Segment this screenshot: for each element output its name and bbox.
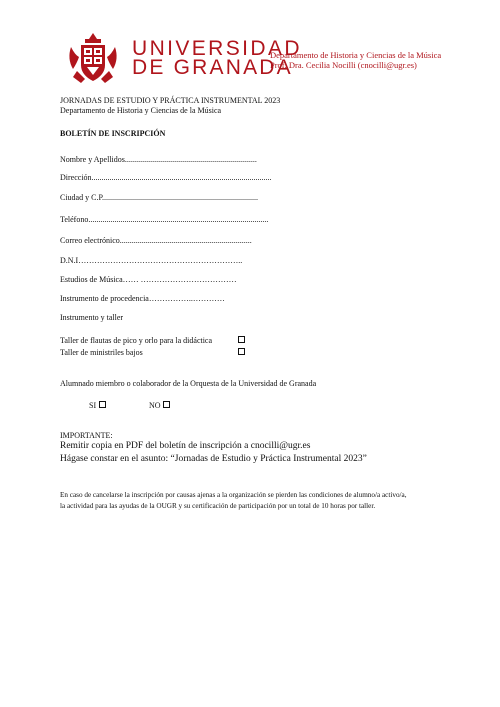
event-department: Departamento de Historia y Ciencias de la Música xyxy=(60,106,222,115)
event-title: JORNADAS DE ESTUDIO Y PRÁCTICA INSTRUMENTAL 2023 xyxy=(60,96,281,105)
orchestra-question: Alumnado miembro o colaborador de la Orquesta de la Universidad de Granada xyxy=(60,379,317,388)
department-name: Departamento de Historia y Ciencias de la Música xyxy=(270,50,442,60)
no-checkbox[interactable] xyxy=(163,401,170,408)
cancellation-note-line1: En caso de cancelarse la inscripción por causas ajenas a la organización se pierden las condiciones de alumno/a activo/a, xyxy=(60,491,407,499)
studies-field[interactable]: Estudios de Música…… ……………………………… xyxy=(60,275,237,284)
important-instruction: Remitir copia en PDF del boletín de inscripción a cnocilli@ugr.es xyxy=(60,441,311,451)
university-name-line1: UNIVERSIDAD xyxy=(132,37,302,60)
form-heading: BOLETÍN DE INSCRIPCIÓN xyxy=(60,129,166,138)
no-label: NO xyxy=(149,401,161,410)
cancellation-note-line2: la actividad para las ayudas de la OUGR y su certificación de participación por un total de 10 horas por taller. xyxy=(60,502,376,510)
instrument-field[interactable]: Instrumento de procedencia……………..………… xyxy=(60,294,225,303)
yes-label: SI xyxy=(89,401,97,410)
important-heading: IMPORTANTE: xyxy=(60,431,113,440)
university-crest-icon xyxy=(63,29,123,89)
workshop-label: Taller de ministriles bajos xyxy=(60,348,143,357)
workshop-label: Taller de flautas de pico y orlo para la didáctica xyxy=(60,336,213,345)
phone-field[interactable]: Teléfono.......................................................................................... xyxy=(60,215,269,224)
address-field[interactable]: Dirección.......................................................................................... xyxy=(60,173,272,182)
important-subject: Hágase constar en el asunto: “Jornadas de Estudio y Práctica Instrumental 2023” xyxy=(60,454,367,464)
city-field[interactable]: Ciudad y C.P.............................................................................. xyxy=(60,193,259,202)
email-field[interactable]: Correo electrónico.................................................................. xyxy=(60,236,252,245)
name-field[interactable]: Nombre y Apellidos.................................................................. xyxy=(60,155,257,164)
professor-contact: Prof. Dra. Cecilia Nocilli (cnocilli@ugr.es) xyxy=(270,60,417,70)
dni-field[interactable]: D.N.I…………………………………………………….. xyxy=(60,256,243,265)
workshop-ministriles-checkbox[interactable] xyxy=(238,348,245,355)
university-name-line2: DE GRANADA xyxy=(132,56,293,79)
workshop-heading: Instrumento y taller xyxy=(60,313,124,322)
yes-checkbox[interactable] xyxy=(99,401,106,408)
workshop-flautas-checkbox[interactable] xyxy=(238,336,245,343)
